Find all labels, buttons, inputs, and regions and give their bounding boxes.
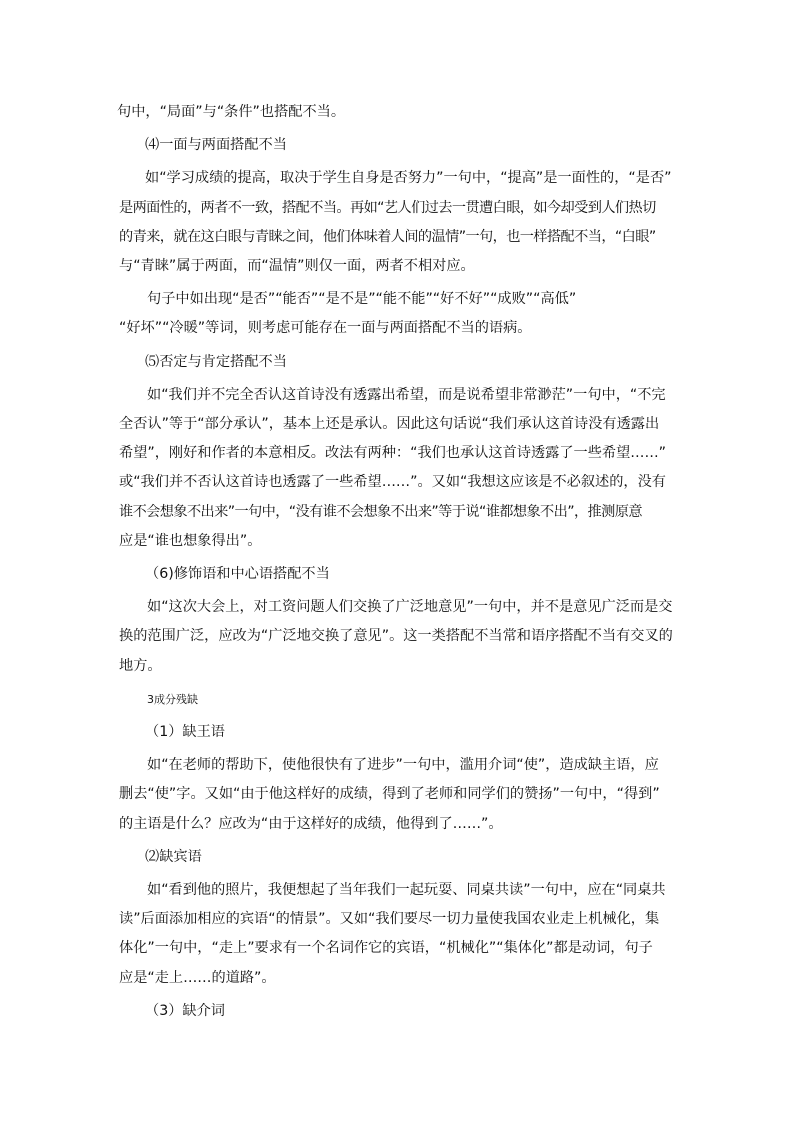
text-line: 与“青睐”属于两面，而“温情”则仅一面，两者不相对应。 [119,258,475,275]
text-line: 换的范围广泛，应改为“广泛地交换了意见”。这一类搭配不当常和语序搭配不当有交叉的 [119,628,673,645]
text-line: 如“学习成绩的提高，取决于学生自身是否努力”一句中，“提高”是一面性的，“是否” [145,170,672,187]
section-heading: （6)修饰语和中心语搭配不当 [145,566,330,583]
text-line: 如“这次大会上，对工资问题人们交换了广泛地意见”一句中，并不是意见广泛而是交 [147,599,673,616]
subsection-heading: （3）缺介词 [145,1002,225,1019]
text-line: 是两面性的，两者不一致，搭配不当。再如“艺人们过去一贯遭白眼，如今却受到人们热切 [119,199,656,216]
section-heading: ⑷一面与两面搭配不当 [145,137,287,154]
text-line: 删去“使”字。又如“由于他这样好的成绩，得到了老师和同学们的赞扬”一句中，“得到” [119,786,660,803]
text-line: 如“我们并不完全否认这首诗没有透露出希望，而是说希望非常渺茫”一句中，“不完 [147,386,666,403]
text-line: 如“在老师的帮助下，使他很快有了进步”一句中，滥用介词“使”，造成缺主语，应 [147,757,659,774]
text-line: 如“看到他的照片，我便想起了当年我们一起玩耍、同桌共读”一句中，应在“同桌共 [147,882,666,899]
text-line: 或“我们并不否认这首诗也透露了一些希望……”。又如“我想这应该是不必叙述的，没有 [119,474,666,491]
section-heading: 3成分残缺 [147,692,198,706]
text-line: 应是“走上……的道路”。 [119,969,276,986]
text-line: 句子中如出现“是否”“能否”“是不是”“能不能”“好不好”“成败”“高低” [147,291,577,308]
text-line: 的青来，就在这白眼与青睐之间，他们体味着人间的温情”一句，也一样搭配不当，“白眼” [119,228,656,245]
text-line: 的主语是什么？应改为“由于这样好的成绩，他得到了……”。 [119,815,503,832]
subsection-heading: （1）缺王语 [145,724,225,741]
section-heading: ⑸否定与肯定搭配不当 [145,353,287,370]
document-body [119,98,679,1026]
text-line: 地方。 [119,657,162,674]
text-line: 体化”一句中，“走上”要求有一个名词作它的宾语，“机械化”“集体化”都是动词，句子 [119,940,653,957]
text-line: 读”后面添加相应的宾语“的情景”。又如“我们要尽一切力量使我国农业走上机械化，集 [119,911,660,928]
text-line: 应是“谁也想象得出”。 [119,532,262,549]
text-line: 希望”，刚好和作者的本意相反。改法有两种：“我们也承认这首诗透露了一些希望……” [119,445,666,462]
text-line: 谁不会想象不出来”一句中，“没有谁不会想象不出来”等于说“谁都想象不出”，推测原意 [119,503,642,520]
text-line: “好坏”“冷暖”等词，则考虑可能存在一面与两面搭配不当的语病。 [119,320,532,337]
text-line: 全否认”等于“部分承认”，基本上还是承认。因此这句话说“我们承认这首诗没有透露出 [119,416,660,433]
text-line: 句中，“局面”与“条件”也搭配不当。 [117,104,346,120]
subsection-heading: ⑵缺宾语 [145,848,202,865]
